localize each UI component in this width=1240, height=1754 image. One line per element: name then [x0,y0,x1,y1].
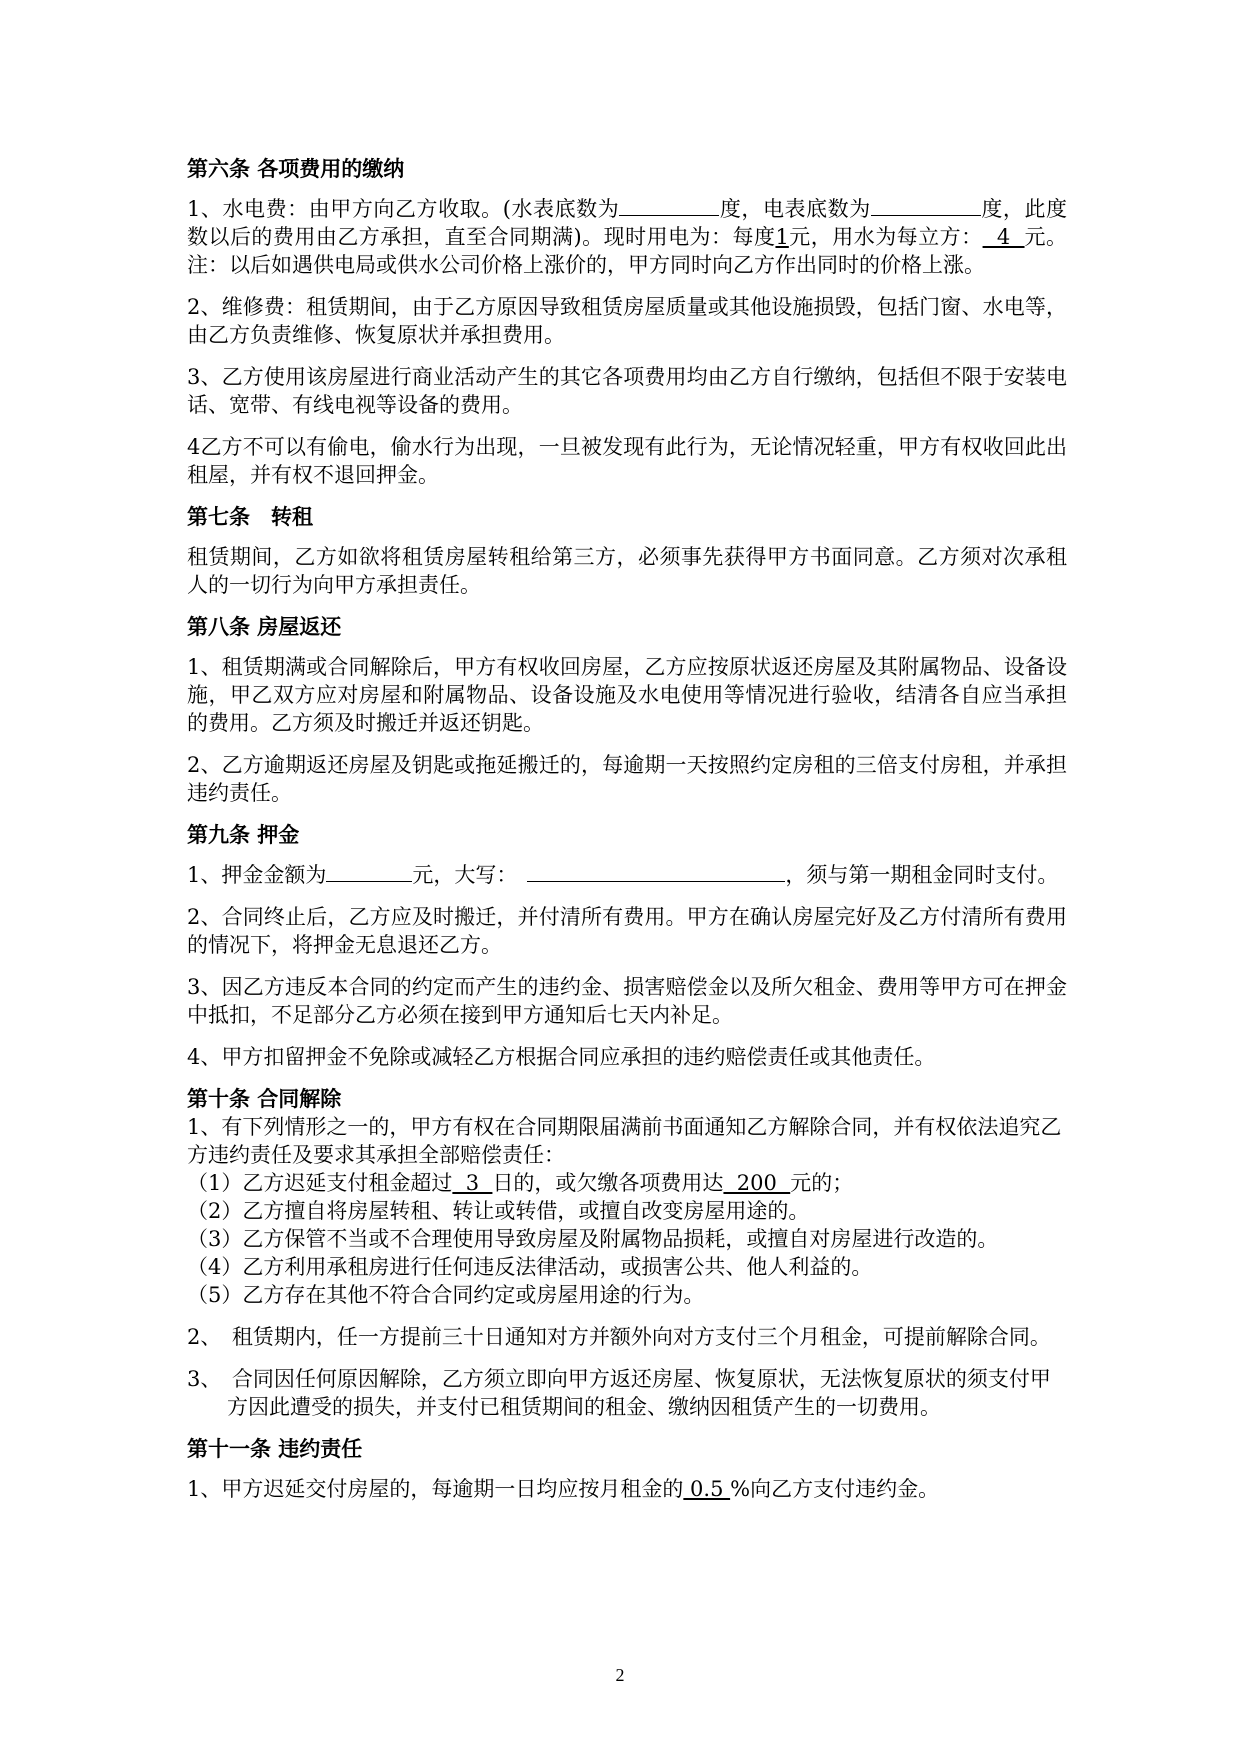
s8-return-clause-2: 2、乙方逾期返还房屋及钥匙或拖延搬迁的，每逾期一天按照约定房租的三倍支付房租，并承担违约责任。 [187,753,1067,805]
deposit-words-blank [527,861,785,882]
s10-termination-clause-3: 3、 合同因任何原因解除，乙方须立即向甲方返还房屋、恢复原状，无法恢复原状的须支付甲方因此遭受的损失，并支付已租赁期间的租金、缴纳因租赁产生的一切费用。 [187,1367,1051,1419]
s6-utilities-clause [187,195,1067,279]
s10-i1-text-c: 日的，或欠缴各项费用达 [492,1171,724,1195]
s9-p1-text-b: 元，大写： [412,863,518,887]
s10-item-1 [187,1169,1067,1197]
s6-p1-text-c: 度，此度数以后的费用由乙方承担，直至合同期满)。现时用电为：每度 [187,197,1068,249]
penalty-rate: 0.5 [683,1477,731,1501]
electric-meter-blank [871,195,967,216]
overdue-days: 3 [452,1171,493,1195]
s6-other-fees-clause: 3、乙方使用该房屋进行商业活动产生的其它各项费用均由乙方自行缴纳，包括但不限于安装电话、宽带、有线电视等设备的费用。 [187,365,1067,417]
s9-p1-text-c: ，须与第一期租金同时支付。 [785,863,1059,887]
s10-i1-text-e: 元的； [790,1171,854,1195]
electric-meter-blank-cont [967,195,981,216]
s9-p1-text-a: 1、押金金额为 [187,863,327,887]
s11-breach-clause [187,1475,1067,1503]
s10-termination-clause-2: 2、 租赁期内，任一方提前三十日通知对方并额外向对方支付三个月租金，可提前解除合同。 [187,1325,1051,1349]
s10-i1-text-a: （1）乙方迟延支付租金超过 [187,1171,453,1195]
s6-repair-clause: 2、维修费：租赁期间，由于乙方原因导致租赁房屋质量或其他设施损毁，包括门窗、水电等，由乙方负责维修、恢复原状并承担费用。 [187,295,1067,347]
s10-item-5: （5）乙方存在其他不符合合同约定或房屋用途的行为。 [187,1283,705,1307]
deposit-amount-blank [326,861,412,882]
s9-deposit-clause-3: 3、因乙方违反本合同的约定而产生的违约金、损害赔偿金以及所欠租金、费用等甲方可在押金中抵扣，不足部分乙方必须在接到甲方通知后七天内补足。 [187,975,1067,1027]
s6-p1-text-a: 1、水电费：由甲方向乙方收取。(水表底数为 [187,197,620,221]
section-7-heading: 第七条 转租 [187,505,313,529]
section-11-heading: 第十一条 违约责任 [187,1437,363,1461]
water-price: 4 [982,225,1025,249]
s9-deposit-clause-4: 4、甲方扣留押金不免除或减轻乙方根据合同应承担的违约赔偿责任或其他责任。 [187,1045,936,1069]
s9-deposit-amount-clause [187,861,1067,889]
page-number: 2 [615,1665,625,1685]
overdue-fee-amount: 200 [723,1171,791,1195]
water-meter-blank [619,195,719,216]
s6-p1-text-g: 元。注：以后如遇供电局或供水公司价格上涨价的，甲方同时向乙方作出同时的价格上涨。 [187,225,1068,277]
s6-p1-text-b: 度，电表底数为 [719,197,871,221]
s8-return-clause-1: 1、租赁期满或合同解除后，甲方有权收回房屋，乙方应按原状返还房屋及其附属物品、设备设施，甲乙双方应对房屋和附属物品、设备设施及水电使用等情况进行验收，结清各自应当承担的费用。乙方须及时搬迁并返还钥匙。 [187,655,1067,735]
s7-sublet-clause: 租赁期间，乙方如欲将租赁房屋转租给第三方，必须事先获得甲方书面同意。乙方须对次承租人的一切行为向甲方承担责任。 [187,545,1067,597]
s10-item-4: （4）乙方利用承租房进行任何违反法律活动，或损害公共、他人利益的。 [187,1255,873,1279]
section-8-heading: 第八条 房屋返还 [187,615,342,639]
s10-termination-intro: 1、有下列情形之一的，甲方有权在合同期限届满前书面通知乙方解除合同，并有权依法追究乙方违约责任及要求其承担全部赔偿责任： [187,1115,1062,1167]
section-6-heading: 第六条 各项费用的缴纳 [187,157,405,181]
s6-p1-text-e: 元，用水为每立方： [788,225,983,249]
s10-item-2: （2）乙方擅自将房屋转租、转让或转借，或擅自改变房屋用途的。 [187,1199,810,1223]
s11-p1-text-c: %向乙方支付违约金。 [730,1477,940,1501]
document-page [187,155,1067,1517]
s9-deposit-clause-2: 2、合同终止后，乙方应及时搬迁，并付清所有费用。甲方在确认房屋完好及乙方付清所有费用的情况下，将押金无息退还乙方。 [187,905,1067,957]
s11-p1-text-a: 1、甲方迟延交付房屋的，每逾期一日均应按月租金的 [187,1477,684,1501]
section-9-heading: 第九条 押金 [187,823,300,847]
s6-theft-clause: 4乙方不可以有偷电，偷水行为出现，一旦被发现有此行为，无论情况轻重，甲方有权收回此出租屋，并有权不退回押金。 [187,435,1067,487]
electricity-price: 1 [775,225,789,249]
section-10-heading: 第十条 合同解除 [187,1087,342,1111]
s10-item-3: （3）乙方保管不当或不合理使用导致房屋及附属物品损耗，或擅自对房屋进行改造的。 [187,1227,999,1251]
